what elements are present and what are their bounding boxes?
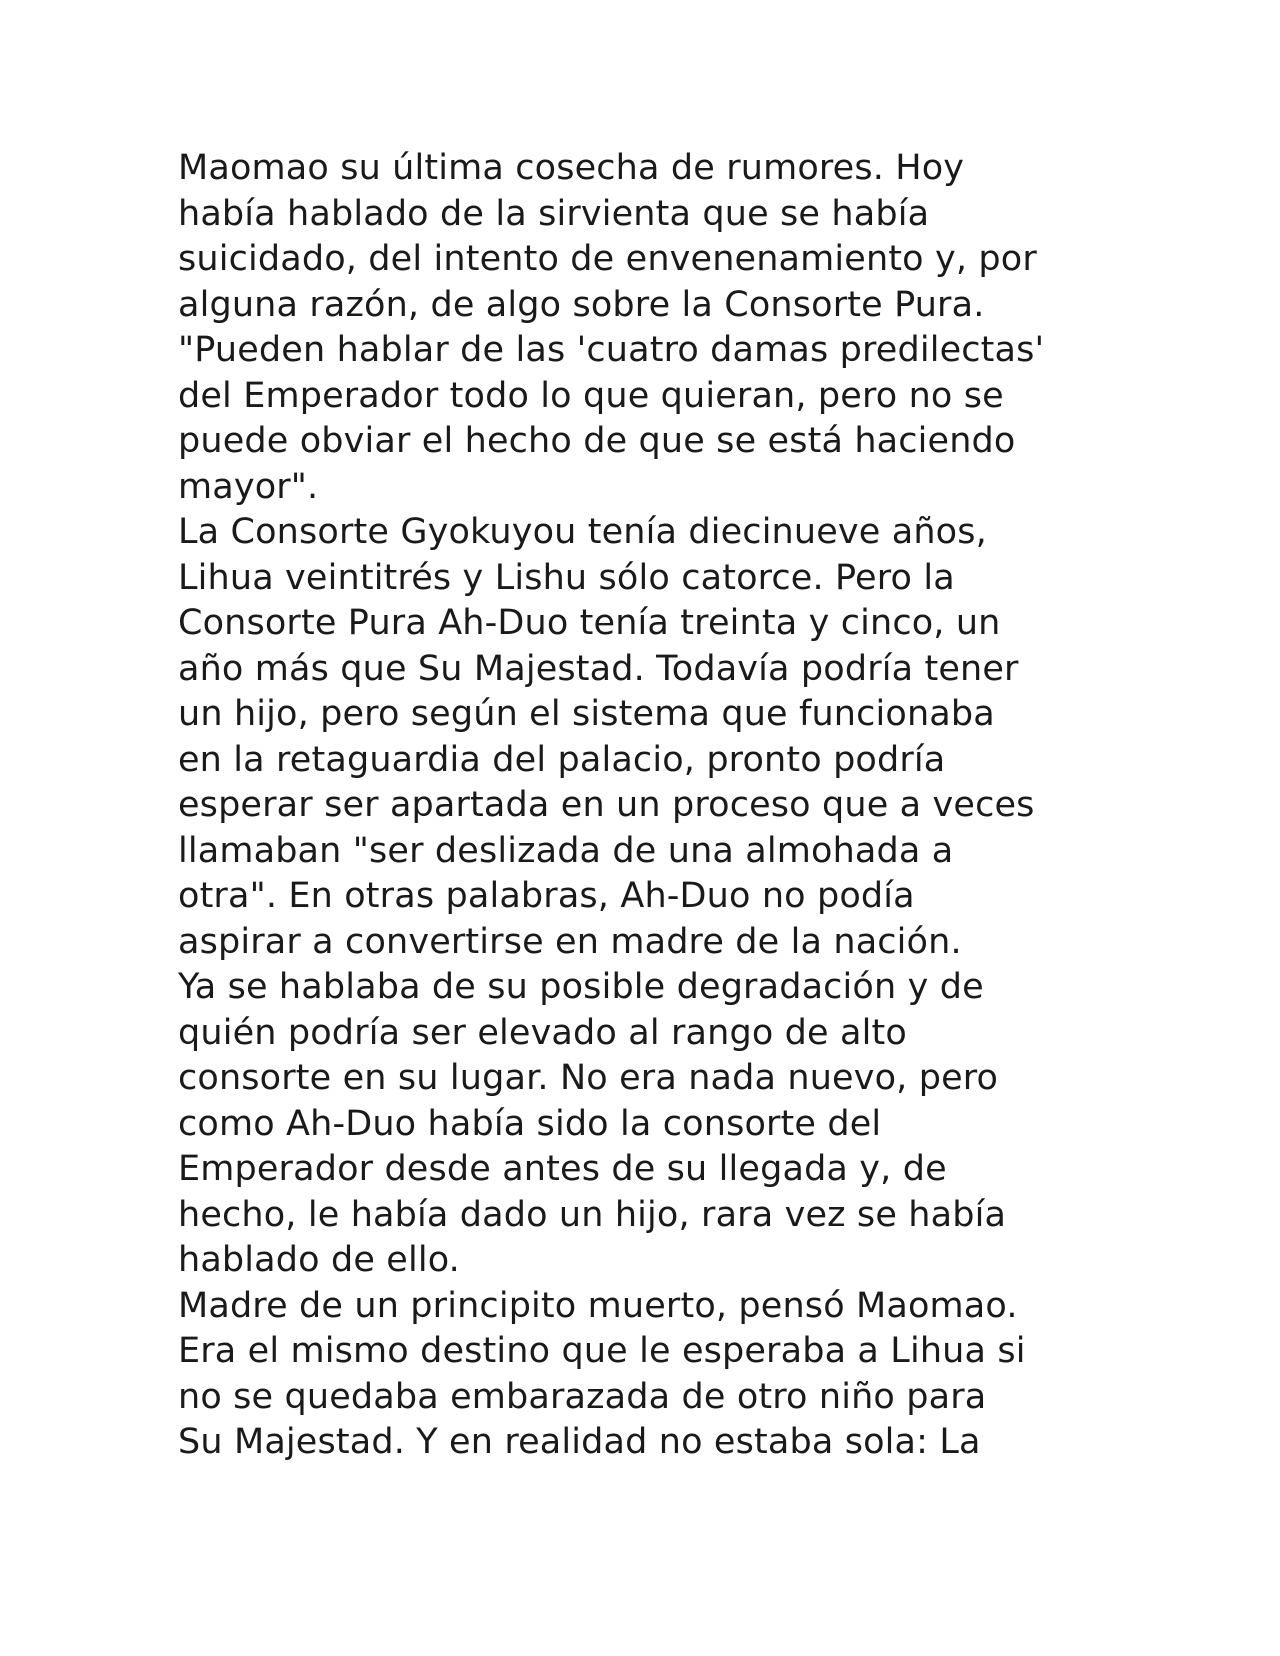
text-line: año más que Su Majestad. Todavía podría tener [178,648,1019,689]
text-line: Maomao su última cosecha de rumores. Hoy [178,148,965,188]
text-line: Consorte Pura Ah-Duo tenía treinta y cinco, un [178,603,1001,643]
text-line: "Pueden hablar de las 'cuatro damas predilectas' [178,330,1045,370]
text-line: Madre de un principito muerto, pensó Maomao. [178,1285,1018,1326]
text-line: consorte en su lugar. No era nada nuevo, pero [178,1058,999,1098]
text-line: Su Majestad. Y en realidad no estaba sola: La [178,1422,981,1462]
text-line: quién podría ser elevado al rango de alto [178,1012,907,1053]
text-line: alguna razón, de algo sobre la Consorte Pura. [178,284,985,325]
text-line: Lihua veintitrés y Lishu sólo catorce. Pero la [178,557,955,598]
text-line: otra". En otras palabras, Ah-Duo no podía [178,876,915,916]
text-line: llamaban "ser deslizada de una almohada a [178,830,954,871]
text-line: Emperador desde antes de su llegada y, de [178,1149,947,1189]
text-line: puede obviar el hecho de que se está haciendo [178,421,1016,461]
text-line: como Ah-Duo había sido la consorte del [178,1103,882,1144]
text-line: suicidado, del intento de envenenamiento y, por [178,239,1037,279]
text-line: un hijo, pero según el sistema que funcionaba [178,694,995,734]
text-line: no se quedaba embarazada de otro niño para [178,1376,987,1417]
text-line: hablado de ello. [178,1240,460,1280]
text-line: en la retaguardia del palacio, pronto podría [178,739,946,780]
text-line: esperar ser apartada en un proceso que a veces [178,785,1035,825]
text-line: Ya se hablaba de su posible degradación y de [178,967,984,1007]
text-line: hecho, le había dado un hijo, rara vez se había [178,1194,1007,1235]
text-line: del Emperador todo lo que quieran, pero no se [178,375,1004,416]
text-line: Era el mismo destino que le esperaba a Lihua si [178,1331,1026,1371]
text-line: aspirar a convertirse en madre de la nación. [178,921,962,962]
text-line: había hablado de la sirvienta que se había [178,193,930,234]
text-line: mayor". [178,466,319,507]
text-line: La Consorte Gyokuyou tenía diecinueve años, [178,512,987,552]
body-text [178,146,1138,1466]
